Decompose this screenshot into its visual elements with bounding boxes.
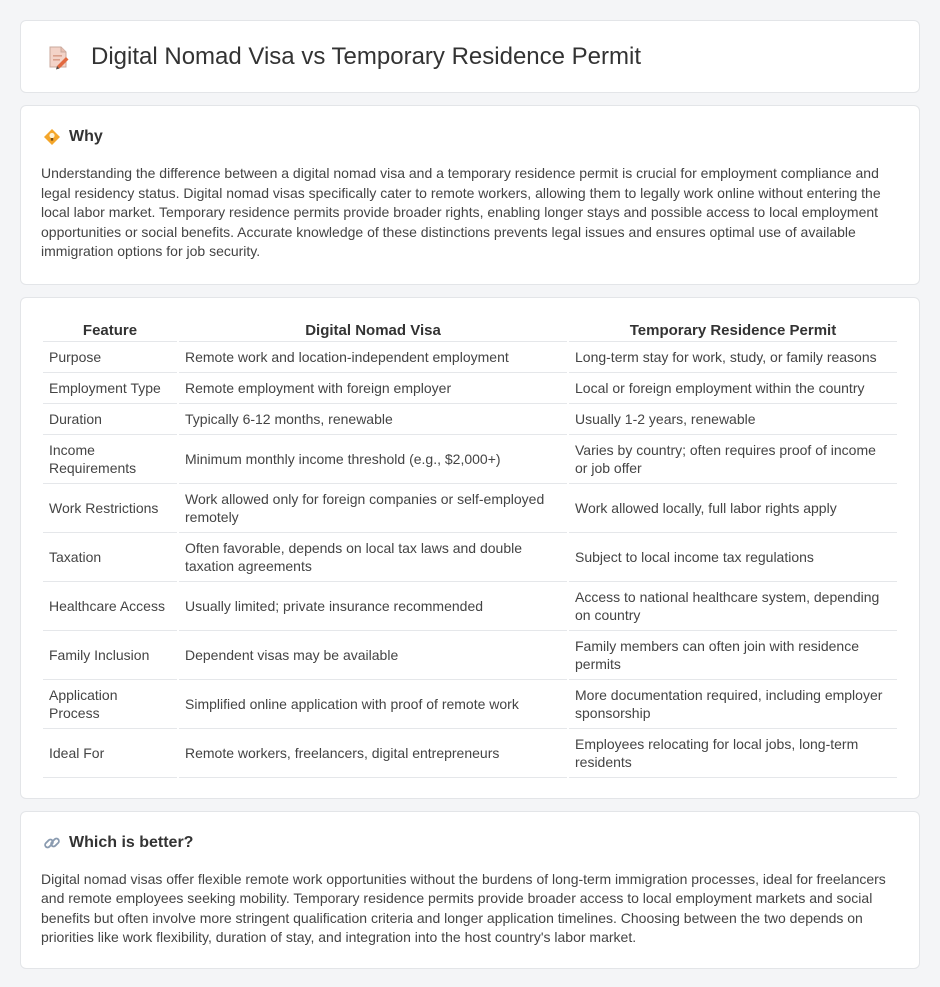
header-feature: Feature	[43, 318, 177, 342]
why-header	[41, 128, 899, 146]
link-icon	[43, 834, 61, 852]
table-row	[43, 342, 897, 373]
why-title: Why	[69, 128, 103, 145]
row-feature: Family Inclusion	[43, 631, 177, 680]
row-feature: Duration	[43, 404, 177, 435]
row-feature: Application Process	[43, 680, 177, 729]
why-section	[20, 105, 920, 285]
row-temporary-residence-permit: Work allowed locally, full labor rights apply	[569, 484, 897, 533]
table-row	[43, 631, 897, 680]
lightbulb-sign-icon	[43, 128, 61, 146]
row-feature: Taxation	[43, 533, 177, 582]
row-feature: Income Requirements	[43, 435, 177, 484]
row-digital-nomad-visa: Remote work and location-independent employment	[179, 342, 567, 373]
row-feature: Purpose	[43, 342, 177, 373]
why-text: Understanding the difference between a digital nomad visa and a temporary residence permit is crucial for employment compliance and legal residency status. Digital nomad visas specifically cater to remote workers, allowing them to legally work online without entering the local labor market. Temporary residence permits provide broader rights, enabling longer stays and possible access to local employment opportunities or social benefits. Accurate knowledge of these distinctions prevents legal issues and ensures optimal use of available immigration options for job security.	[41, 165, 881, 259]
better-header	[41, 834, 899, 852]
row-temporary-residence-permit: Subject to local income tax regulations	[569, 533, 897, 582]
row-temporary-residence-permit: Local or foreign employment within the country	[569, 373, 897, 404]
row-temporary-residence-permit: More documentation required, including employer sponsorship	[569, 680, 897, 729]
table-row	[43, 404, 897, 435]
header-digital-nomad-visa: Digital Nomad Visa	[179, 318, 567, 342]
row-digital-nomad-visa: Typically 6-12 months, renewable	[179, 404, 567, 435]
row-digital-nomad-visa: Remote employment with foreign employer	[179, 373, 567, 404]
row-temporary-residence-permit: Employees relocating for local jobs, long-term residents	[569, 729, 897, 778]
table-row	[43, 435, 897, 484]
table-row	[43, 729, 897, 778]
page-title: Digital Nomad Visa vs Temporary Residence Permit	[91, 42, 641, 70]
table-header-row	[43, 318, 897, 342]
row-digital-nomad-visa: Usually limited; private insurance recommended	[179, 582, 567, 631]
row-digital-nomad-visa: Minimum monthly income threshold (e.g., $2,000+)	[179, 435, 567, 484]
table-row	[43, 582, 897, 631]
better-title: Which is better?	[69, 833, 194, 851]
row-digital-nomad-visa: Dependent visas may be available	[179, 631, 567, 680]
row-temporary-residence-permit: Usually 1-2 years, renewable	[569, 404, 897, 435]
row-feature: Ideal For	[43, 729, 177, 778]
row-digital-nomad-visa: Often favorable, depends on local tax laws and double taxation agreements	[179, 533, 567, 582]
row-digital-nomad-visa: Work allowed only for foreign companies or self-employed remotely	[179, 484, 567, 533]
row-feature: Work Restrictions	[43, 484, 177, 533]
document-edit-icon	[45, 44, 71, 70]
row-temporary-residence-permit: Family members can often join with residence permits	[569, 631, 897, 680]
title-card	[20, 20, 920, 93]
row-digital-nomad-visa: Remote workers, freelancers, digital entrepreneurs	[179, 729, 567, 778]
better-text: Digital nomad visas offer flexible remote work opportunities without the burdens of long-term immigration processes, ideal for freelancers and remote employees seeking mobility. Temporary residence permits provide broader access to local employment markets and social benefits but often involve more stringent qualification criteria and longer application timelines. Choosing between the two depends on priorities like work flexibility, duration of stay, and integration into the host country's labor market.	[41, 870, 886, 945]
comparison-table	[41, 318, 899, 778]
row-temporary-residence-permit: Access to national healthcare system, depending on country	[569, 582, 897, 631]
table-row	[43, 373, 897, 404]
header-temporary-residence-permit: Temporary Residence Permit	[569, 318, 897, 342]
table-row	[43, 680, 897, 729]
better-section	[20, 811, 920, 969]
comparison-card	[20, 297, 920, 799]
row-temporary-residence-permit: Varies by country; often requires proof of income or job offer	[569, 435, 897, 484]
row-temporary-residence-permit: Long-term stay for work, study, or family reasons	[569, 342, 897, 373]
table-row	[43, 484, 897, 533]
table-row	[43, 533, 897, 582]
row-feature: Healthcare Access	[43, 582, 177, 631]
row-feature: Employment Type	[43, 373, 177, 404]
row-digital-nomad-visa: Simplified online application with proof of remote work	[179, 680, 567, 729]
